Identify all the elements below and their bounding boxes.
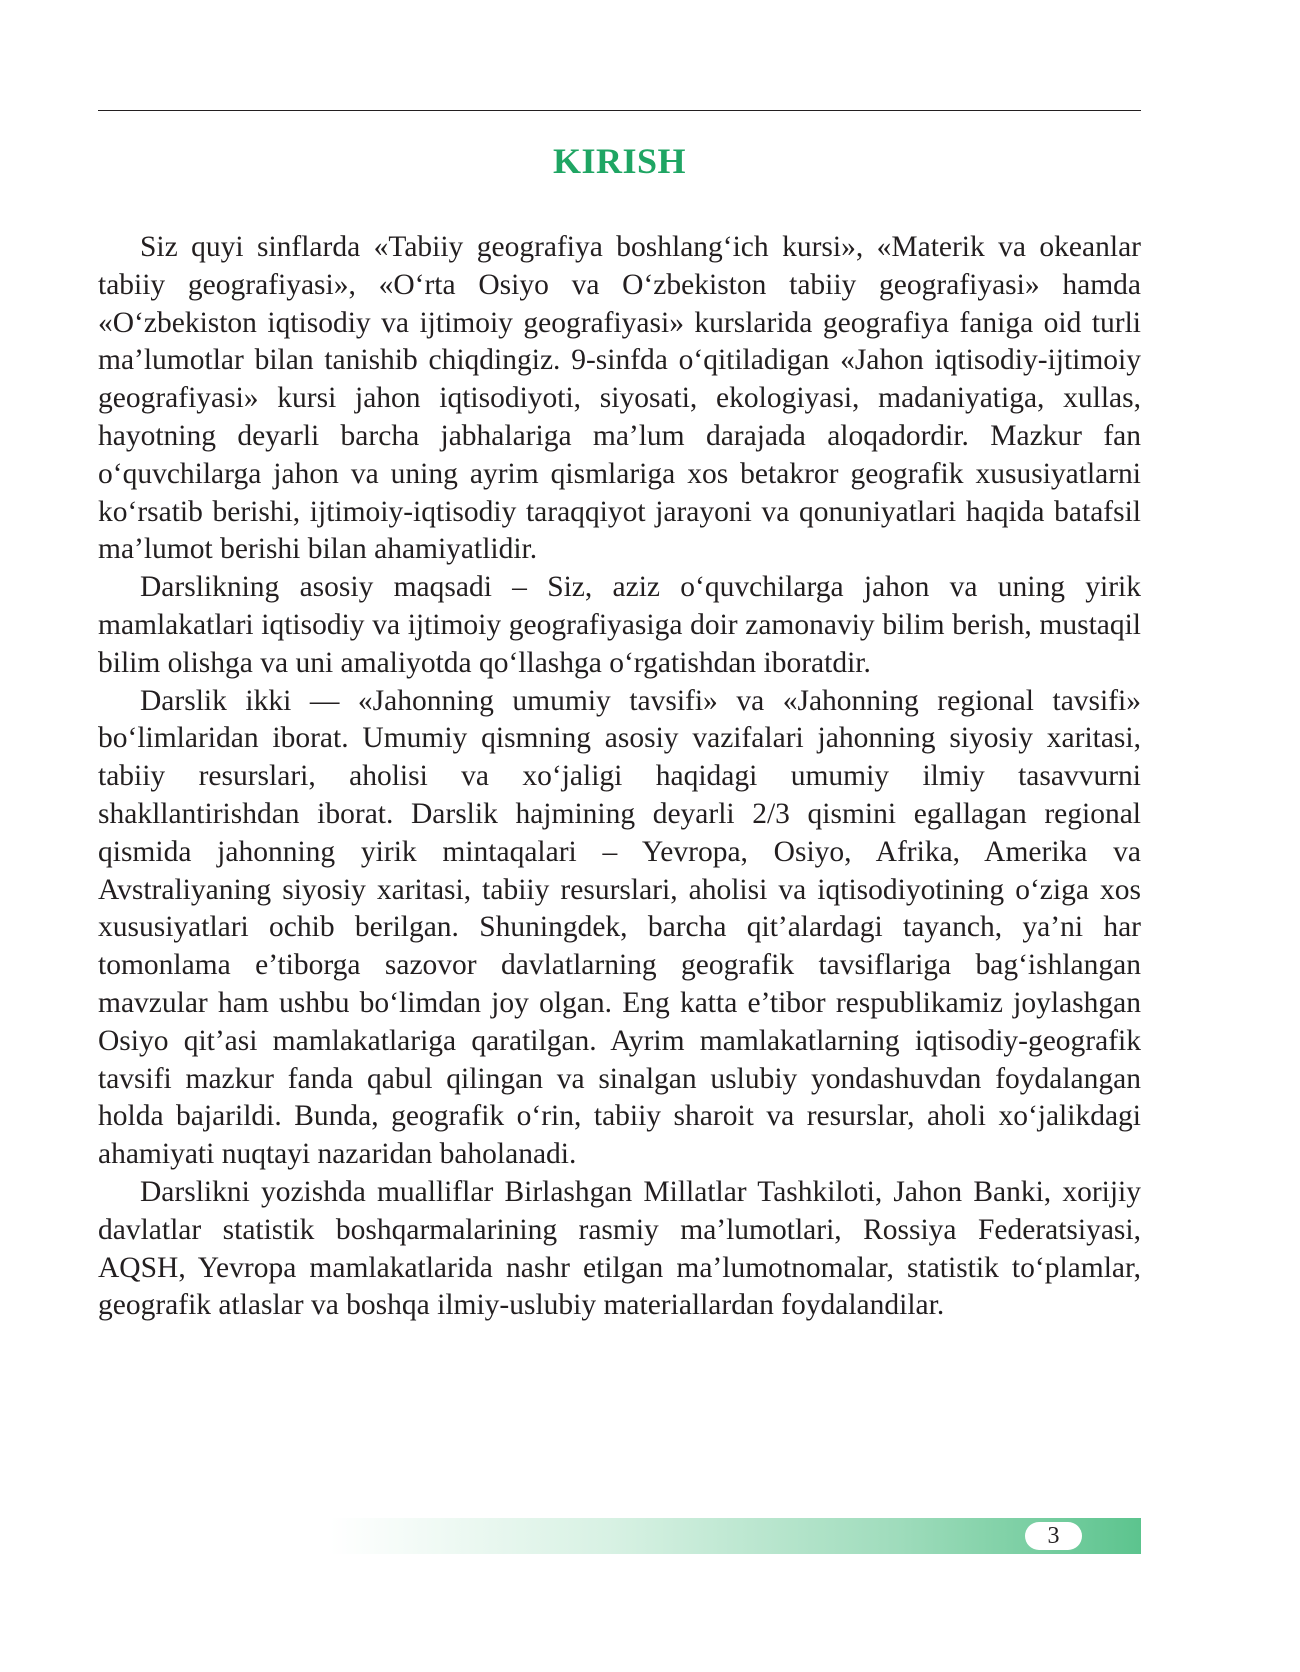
page-title: KIRISH <box>552 141 687 181</box>
body-text <box>98 229 1141 1325</box>
paragraph-goal: Darslikning asosiy maqsadi – Siz, aziz o‘quvchilarga jahon va uning yirik mamlakatlari iqtisodiy va ijtimoiy geografiyasiga doir zamonaviy bilim berish, mustaqil bilim olishga va uni amaliyotda qo‘llashga o‘rgatishdan iboratdir. <box>98 571 1141 679</box>
header-rule <box>98 110 1141 111</box>
paragraph-sources: Darslikni yozishda mualliflar Birlashgan Millatlar Tashkiloti, Jahon Banki, xorijiy davlatlar statistik boshqarmalarining rasmiy ma’lumotlari, Rossiya Federatsiyasi, AQSH, Yevropa mamlakatlarida nashr etilgan ma’lumotnomalar, statistik to‘plamlar, geografik atlaslar va boshqa ilmiy-uslubiy materiallardan foydalandilar. <box>98 1175 1141 1322</box>
paragraph-structure: Darslik ikki — «Jahonning umumiy tavsifi» va «Jahonning regional tavsifi» bo‘limlaridan iborat. Umumiy qismning asosiy vazifalari jahonning siyosiy xaritasi, tabiiy resurslari, aholisi va xo‘jaligi haqidagi umumiy ilmiy tasavvurni shakllantirishdan iborat. Darslik hajmining deyarli 2/3 qismini egallagan regional qismida jahonning yirik mintaqalari – Yevropa, Osiyo, Afrika, Amerika va Avstraliyaning siyosiy xaritasi, tabiiy resurslari, aholisi va iqtisodiyotining o‘ziga xos xususiyatlari ochib berilgan. Shuningdek, barcha qit’alardagi tayanch, ya’ni har tomonlama e’tiborga sazovor davlatlarning geografik tavsiflariga bag‘ishlangan mavzular ham ushbu bo‘limdan joy olgan. Eng katta e’tibor respublikamiz joylashgan Osiyo qit’asi mamlakatlariga qaratilgan. Ayrim mamlakatlarning iqtisodiy-geografik tavsifi mazkur fanda qabul qilingan va sinalgan uslubiy yondashuvdan foydalangan holda bajarildi. Bunda, geografik o‘rin, tabiiy sharoit va resurslar, aholi xo‘jalikdagi ahamiyati nuqtayi nazaridan baholanadi. <box>98 684 1141 1171</box>
footer-gradient-band <box>330 1518 1141 1554</box>
paragraph-intro: Siz quyi sinflarda «Tabiiy geografiya boshlang‘ich kursi», «Materik va okeanlar tabiiy geografiyasi», «O‘rta Osiyo va O‘zbekiston tabiiy geografiyasi» hamda «O‘zbekiston iqtisodiy va ijtimoiy geografiyasi» kurslarida geografiya faniga oid turli ma’lumotlar bilan tanishib chiqdingiz. 9-sinfda o‘qitiladigan «Jahon iqtisodiy-ijtimoiy geografiyasi» kursi jahon iqtisodiyoti, siyosati, ekologiyasi, madaniyatiga, xullas, hayotning deyarli barcha jabhalariga ma’lum darajada aloqadordir. Mazkur fan o‘quvchilarga jahon va uning ayrim qismlariga xos betakror geografik xususiyatlarni ko‘rsatib berishi, ijtimoiy-iqtisodiy taraqqiyot jarayoni va qonuniyatlari haqida batafsil ma’lumot berishi bilan ahamiyatlidir. <box>98 231 1141 566</box>
page-number: 3 <box>1025 1522 1082 1550</box>
